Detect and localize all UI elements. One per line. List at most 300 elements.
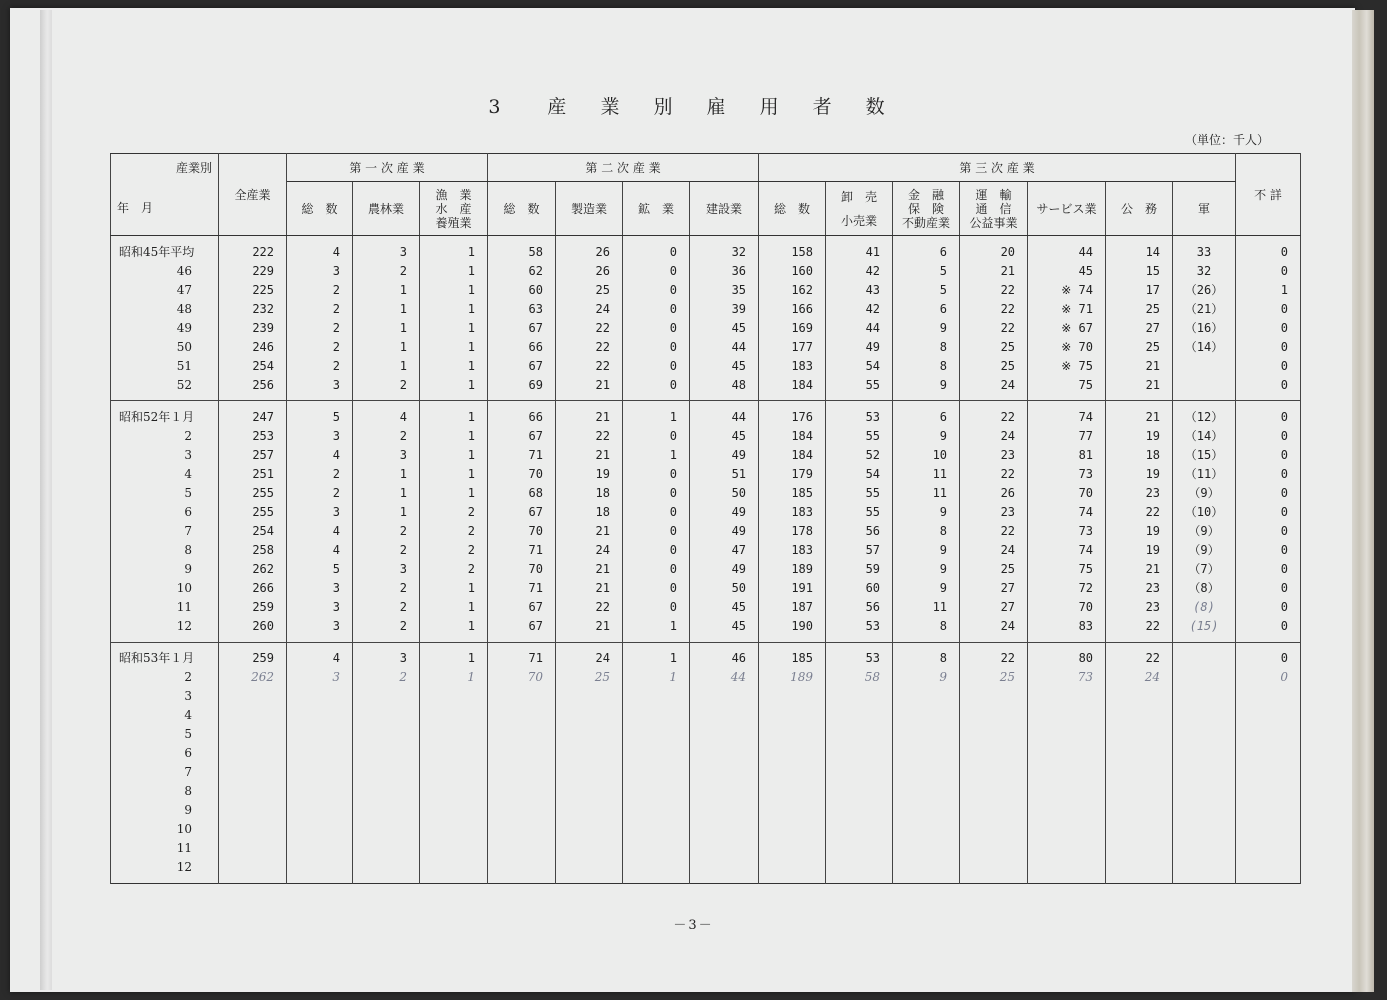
table-cell: 66 bbox=[488, 337, 556, 356]
table-cell: (8) bbox=[1173, 597, 1236, 616]
table-cell bbox=[488, 725, 556, 744]
table-cell bbox=[420, 687, 488, 706]
row-label: 47 bbox=[111, 280, 219, 299]
table-cell: 0 bbox=[1236, 242, 1301, 261]
table-cell: 9 bbox=[893, 318, 960, 337]
table-cell bbox=[623, 687, 690, 706]
table-cell bbox=[893, 763, 960, 782]
table-cell bbox=[556, 858, 623, 877]
table-cell: 262 bbox=[219, 668, 287, 687]
row-label: 46 bbox=[111, 261, 219, 280]
table-cell: 0 bbox=[1236, 299, 1301, 318]
spacer-cell bbox=[1236, 877, 1301, 884]
table-cell: 2 bbox=[353, 540, 420, 559]
header-construction: 建設業 bbox=[690, 182, 759, 236]
table-cell: 51 bbox=[690, 464, 759, 483]
table-cell: 255 bbox=[219, 502, 287, 521]
table-cell bbox=[690, 744, 759, 763]
table-cell: （12） bbox=[1173, 407, 1236, 426]
table-cell: 1 bbox=[353, 280, 420, 299]
table-cell: 22 bbox=[556, 318, 623, 337]
table-cell: 22 bbox=[1106, 502, 1173, 521]
table-cell bbox=[759, 706, 826, 725]
table-cell: 23 bbox=[960, 502, 1028, 521]
table-cell: 25 bbox=[960, 668, 1028, 687]
table-cell: 70 bbox=[488, 668, 556, 687]
row-label: 6 bbox=[111, 744, 219, 763]
table-cell: 25 bbox=[960, 356, 1028, 375]
table-cell: 258 bbox=[219, 540, 287, 559]
table-cell: （21） bbox=[1173, 299, 1236, 318]
table-cell: 247 bbox=[219, 407, 287, 426]
table-cell bbox=[287, 744, 353, 763]
table-cell: 1 bbox=[353, 299, 420, 318]
spacer-cell bbox=[1028, 877, 1106, 884]
spacer-cell bbox=[287, 877, 353, 884]
table-cell: 3 bbox=[353, 242, 420, 261]
table-cell: 47 bbox=[690, 540, 759, 559]
table-cell bbox=[1028, 801, 1106, 820]
table-cell: 0 bbox=[1236, 540, 1301, 559]
row-label: 9 bbox=[111, 801, 219, 820]
table-cell: 1 bbox=[420, 407, 488, 426]
table-cell: 53 bbox=[826, 649, 893, 668]
table-cell bbox=[1236, 763, 1301, 782]
table-cell: 41 bbox=[826, 242, 893, 261]
table-cell: 67 bbox=[488, 426, 556, 445]
table-cell bbox=[219, 687, 287, 706]
table-cell: 9 bbox=[893, 540, 960, 559]
table-cell bbox=[826, 858, 893, 877]
table-cell: 0 bbox=[623, 483, 690, 502]
table-cell: 24 bbox=[960, 375, 1028, 394]
table-cell: （9） bbox=[1173, 483, 1236, 502]
table-row bbox=[111, 521, 1301, 540]
table-cell: 75 bbox=[1028, 559, 1106, 578]
table-cell: 71 bbox=[488, 578, 556, 597]
table-cell: 45 bbox=[690, 318, 759, 337]
table-cell: 2 bbox=[420, 540, 488, 559]
table-cell bbox=[219, 820, 287, 839]
table-cell: 44 bbox=[690, 337, 759, 356]
table-cell bbox=[623, 782, 690, 801]
table-cell bbox=[353, 725, 420, 744]
table-cell bbox=[219, 858, 287, 877]
table-cell bbox=[287, 858, 353, 877]
table-cell bbox=[556, 763, 623, 782]
table-cell: 48 bbox=[690, 375, 759, 394]
table-cell bbox=[219, 706, 287, 725]
table-cell: 1 bbox=[420, 616, 488, 635]
table-cell: （15） bbox=[1173, 445, 1236, 464]
table-cell: 50 bbox=[690, 483, 759, 502]
table-cell: 266 bbox=[219, 578, 287, 597]
row-label: 52 bbox=[111, 375, 219, 394]
header-mining: 鉱 業 bbox=[623, 182, 690, 236]
header-primary: 第 一 次 産 業 bbox=[287, 154, 488, 182]
table-cell bbox=[287, 839, 353, 858]
table-cell: 1 bbox=[353, 464, 420, 483]
row-label: 12 bbox=[111, 858, 219, 877]
table-cell bbox=[1236, 782, 1301, 801]
row-label: 2 bbox=[111, 426, 219, 445]
row-label: 5 bbox=[111, 725, 219, 744]
table-cell: 3 bbox=[287, 668, 353, 687]
table-cell bbox=[420, 706, 488, 725]
table-cell: 0 bbox=[623, 502, 690, 521]
table-row bbox=[111, 502, 1301, 521]
table-cell bbox=[826, 820, 893, 839]
table-cell: 183 bbox=[759, 502, 826, 521]
table-row bbox=[111, 858, 1301, 877]
table-cell: 21 bbox=[1106, 356, 1173, 375]
table-cell bbox=[759, 801, 826, 820]
table-cell: ※ 75 bbox=[1028, 356, 1106, 375]
table-cell: 1 bbox=[420, 337, 488, 356]
table-cell: 251 bbox=[219, 464, 287, 483]
spacer-cell bbox=[623, 877, 690, 884]
table-cell: 22 bbox=[960, 649, 1028, 668]
table-cell bbox=[759, 820, 826, 839]
table-cell: 3 bbox=[287, 375, 353, 394]
table-row bbox=[111, 839, 1301, 858]
table-cell: 9 bbox=[893, 375, 960, 394]
table-cell: 14 bbox=[1106, 242, 1173, 261]
table-cell: 256 bbox=[219, 375, 287, 394]
table-cell bbox=[1173, 839, 1236, 858]
table-cell bbox=[556, 801, 623, 820]
table-cell bbox=[1236, 725, 1301, 744]
table-cell bbox=[353, 801, 420, 820]
table-cell bbox=[420, 801, 488, 820]
table-cell: 0 bbox=[1236, 616, 1301, 635]
table-cell: 19 bbox=[1106, 521, 1173, 540]
table-row bbox=[111, 559, 1301, 578]
header-all-industries: 全産業 bbox=[219, 154, 287, 236]
table-cell bbox=[759, 687, 826, 706]
header-unknown: 不 詳 bbox=[1236, 154, 1301, 236]
row-label: 10 bbox=[111, 820, 219, 839]
header-public-service: 公 務 bbox=[1106, 182, 1173, 236]
table-cell bbox=[893, 801, 960, 820]
table-cell: 60 bbox=[488, 280, 556, 299]
table-cell: 1 bbox=[420, 483, 488, 502]
table-row bbox=[111, 616, 1301, 635]
row-label: 11 bbox=[111, 839, 219, 858]
table-cell: 9 bbox=[893, 668, 960, 687]
table-cell bbox=[1028, 706, 1106, 725]
table-cell bbox=[893, 820, 960, 839]
table-cell: 176 bbox=[759, 407, 826, 426]
table-cell: 26 bbox=[556, 261, 623, 280]
table-cell: 1 bbox=[420, 375, 488, 394]
table-row bbox=[111, 299, 1301, 318]
table-cell: 2 bbox=[287, 280, 353, 299]
table-cell bbox=[353, 706, 420, 725]
table-cell: 183 bbox=[759, 540, 826, 559]
table-cell: 4 bbox=[287, 540, 353, 559]
table-cell bbox=[1106, 725, 1173, 744]
spacer-cell bbox=[420, 877, 488, 884]
page-title: 3 産 業 別 雇 用 者 数 bbox=[488, 96, 899, 118]
table-cell bbox=[690, 801, 759, 820]
table-cell bbox=[759, 763, 826, 782]
table-cell: 71 bbox=[488, 540, 556, 559]
table-cell: 19 bbox=[556, 464, 623, 483]
table-cell: 1 bbox=[420, 261, 488, 280]
header-military: 軍 bbox=[1173, 182, 1236, 236]
table-cell: 21 bbox=[556, 521, 623, 540]
table-cell: 67 bbox=[488, 356, 556, 375]
table-cell bbox=[826, 801, 893, 820]
table-cell: 0 bbox=[1236, 445, 1301, 464]
table-cell bbox=[1173, 782, 1236, 801]
table-cell: 4 bbox=[287, 521, 353, 540]
table-cell bbox=[420, 744, 488, 763]
table-cell: 21 bbox=[1106, 407, 1173, 426]
table-cell: 58 bbox=[826, 668, 893, 687]
table-row bbox=[111, 337, 1301, 356]
table-cell: 0 bbox=[1236, 597, 1301, 616]
table-cell: 22 bbox=[960, 407, 1028, 426]
table-cell: 8 bbox=[893, 356, 960, 375]
table-cell: 24 bbox=[960, 540, 1028, 559]
header-manufacturing: 製造業 bbox=[556, 182, 623, 236]
table-cell: 2 bbox=[420, 559, 488, 578]
table-row bbox=[111, 668, 1301, 687]
table-cell bbox=[1106, 763, 1173, 782]
table-cell bbox=[1173, 687, 1236, 706]
table-row bbox=[111, 578, 1301, 597]
table-cell: 1 bbox=[420, 280, 488, 299]
table-cell: 191 bbox=[759, 578, 826, 597]
table-cell: 25 bbox=[1106, 299, 1173, 318]
table-cell bbox=[826, 763, 893, 782]
spacer-cell bbox=[893, 877, 960, 884]
table-cell: 0 bbox=[1236, 426, 1301, 445]
table-cell: （14） bbox=[1173, 426, 1236, 445]
table-cell: 0 bbox=[623, 318, 690, 337]
table-cell bbox=[1028, 839, 1106, 858]
table-cell: 0 bbox=[1236, 356, 1301, 375]
table-cell: 5 bbox=[893, 261, 960, 280]
table-cell: 45 bbox=[690, 356, 759, 375]
table-cell: 62 bbox=[488, 261, 556, 280]
table-cell: 3 bbox=[287, 597, 353, 616]
table-cell bbox=[420, 839, 488, 858]
table-cell: 2 bbox=[287, 337, 353, 356]
table-cell: 1 bbox=[623, 407, 690, 426]
table-cell: 260 bbox=[219, 616, 287, 635]
table-cell: ※ 70 bbox=[1028, 337, 1106, 356]
table-cell bbox=[488, 782, 556, 801]
table-cell: 74 bbox=[1028, 540, 1106, 559]
table-cell: 6 bbox=[893, 299, 960, 318]
table-cell bbox=[690, 706, 759, 725]
table-cell: 0 bbox=[623, 280, 690, 299]
table-cell: 229 bbox=[219, 261, 287, 280]
table-cell bbox=[1106, 744, 1173, 763]
table-cell: 1 bbox=[1236, 280, 1301, 299]
table-cell bbox=[826, 725, 893, 744]
table-cell bbox=[960, 706, 1028, 725]
table-cell: 70 bbox=[1028, 597, 1106, 616]
table-cell: 8 bbox=[893, 337, 960, 356]
page-binding bbox=[40, 10, 52, 990]
header-tertiary-total: 総 数 bbox=[759, 182, 826, 236]
table-cell bbox=[488, 687, 556, 706]
table-cell: 184 bbox=[759, 375, 826, 394]
table-cell bbox=[893, 706, 960, 725]
table-cell: 21 bbox=[556, 407, 623, 426]
table-cell bbox=[488, 820, 556, 839]
table-cell: 21 bbox=[556, 445, 623, 464]
table-cell: 4 bbox=[287, 649, 353, 668]
table-cell: 185 bbox=[759, 483, 826, 502]
table-cell: 0 bbox=[623, 261, 690, 280]
table-cell: 5 bbox=[287, 559, 353, 578]
table-cell: 22 bbox=[556, 597, 623, 616]
table-cell bbox=[1173, 858, 1236, 877]
table-cell bbox=[353, 839, 420, 858]
table-cell: 3 bbox=[287, 578, 353, 597]
table-cell: 22 bbox=[556, 356, 623, 375]
table-cell: 255 bbox=[219, 483, 287, 502]
table-cell: 1 bbox=[353, 318, 420, 337]
table-cell: 1 bbox=[353, 483, 420, 502]
table-cell: 60 bbox=[826, 578, 893, 597]
table-cell: 1 bbox=[420, 464, 488, 483]
row-label: 5 bbox=[111, 483, 219, 502]
table-cell bbox=[623, 744, 690, 763]
table-cell bbox=[420, 763, 488, 782]
table-cell bbox=[1173, 820, 1236, 839]
table-cell bbox=[893, 782, 960, 801]
table-cell bbox=[623, 839, 690, 858]
table-cell bbox=[1106, 687, 1173, 706]
table-cell: 0 bbox=[623, 426, 690, 445]
table-row bbox=[111, 375, 1301, 394]
table-cell: 25 bbox=[556, 668, 623, 687]
table-cell: 68 bbox=[488, 483, 556, 502]
table-cell bbox=[488, 858, 556, 877]
table-cell: 0 bbox=[623, 597, 690, 616]
table-cell: 9 bbox=[893, 559, 960, 578]
table-cell bbox=[1106, 839, 1173, 858]
table-cell bbox=[690, 725, 759, 744]
table-cell bbox=[353, 820, 420, 839]
table-cell: 0 bbox=[1236, 578, 1301, 597]
table-cell: 44 bbox=[690, 407, 759, 426]
table-cell: 24 bbox=[556, 299, 623, 318]
table-cell: 24 bbox=[1106, 668, 1173, 687]
table-cell: 21 bbox=[960, 261, 1028, 280]
table-cell bbox=[1106, 858, 1173, 877]
table-cell bbox=[690, 858, 759, 877]
table-cell: 22 bbox=[556, 337, 623, 356]
table-cell: 19 bbox=[1106, 426, 1173, 445]
table-cell bbox=[287, 763, 353, 782]
table-cell bbox=[960, 839, 1028, 858]
table-cell: 189 bbox=[759, 668, 826, 687]
table-cell: 5 bbox=[287, 407, 353, 426]
table-cell: 54 bbox=[826, 464, 893, 483]
table-cell bbox=[1173, 668, 1236, 687]
table-cell: 166 bbox=[759, 299, 826, 318]
row-label: 3 bbox=[111, 445, 219, 464]
header-trade: 卸 売 小売業 bbox=[826, 182, 893, 236]
table-cell: 2 bbox=[287, 483, 353, 502]
row-label: 昭和53年１月 bbox=[111, 649, 219, 668]
table-cell: (15) bbox=[1173, 616, 1236, 635]
table-cell: 35 bbox=[690, 280, 759, 299]
table-cell: 6 bbox=[893, 407, 960, 426]
table-cell bbox=[960, 782, 1028, 801]
spacer-cell bbox=[488, 877, 556, 884]
table-cell: 162 bbox=[759, 280, 826, 299]
table-cell: 49 bbox=[690, 559, 759, 578]
table-cell bbox=[1106, 782, 1173, 801]
table-cell: 27 bbox=[960, 578, 1028, 597]
table-cell: 0 bbox=[1236, 502, 1301, 521]
table-cell: 2 bbox=[287, 299, 353, 318]
table-cell: 0 bbox=[1236, 318, 1301, 337]
row-label: 4 bbox=[111, 706, 219, 725]
header-secondary-total: 総 数 bbox=[488, 182, 556, 236]
table-cell bbox=[1236, 706, 1301, 725]
table-cell bbox=[287, 801, 353, 820]
table-cell: 21 bbox=[556, 375, 623, 394]
table-cell: 75 bbox=[1028, 375, 1106, 394]
table-cell: 21 bbox=[556, 559, 623, 578]
table-cell: 0 bbox=[623, 375, 690, 394]
employment-table bbox=[110, 153, 1301, 884]
table-cell: 22 bbox=[960, 521, 1028, 540]
table-cell: 259 bbox=[219, 649, 287, 668]
table-cell bbox=[893, 839, 960, 858]
table-cell bbox=[353, 763, 420, 782]
table-cell: 0 bbox=[1236, 521, 1301, 540]
table-cell: 71 bbox=[488, 445, 556, 464]
table-cell: 0 bbox=[623, 464, 690, 483]
header-agriculture: 農林業 bbox=[353, 182, 420, 236]
table-row bbox=[111, 280, 1301, 299]
table-cell: ※ 74 bbox=[1028, 280, 1106, 299]
table-cell: 49 bbox=[690, 445, 759, 464]
table-cell bbox=[623, 858, 690, 877]
table-cell bbox=[556, 687, 623, 706]
table-cell: 6 bbox=[893, 242, 960, 261]
table-cell: 73 bbox=[1028, 464, 1106, 483]
table-cell: 36 bbox=[690, 261, 759, 280]
table-cell: 0 bbox=[623, 356, 690, 375]
table-row bbox=[111, 782, 1301, 801]
row-label: 48 bbox=[111, 299, 219, 318]
table-cell: 22 bbox=[960, 318, 1028, 337]
table-cell: 3 bbox=[353, 559, 420, 578]
table-cell: 2 bbox=[287, 318, 353, 337]
table-cell: 9 bbox=[893, 578, 960, 597]
table-row bbox=[111, 725, 1301, 744]
table-cell bbox=[1028, 782, 1106, 801]
table-cell bbox=[826, 687, 893, 706]
spacer-cell bbox=[826, 877, 893, 884]
table-cell: 22 bbox=[1106, 649, 1173, 668]
table-cell: 246 bbox=[219, 337, 287, 356]
table-cell bbox=[1173, 375, 1236, 394]
row-label: 11 bbox=[111, 597, 219, 616]
table-cell bbox=[1236, 801, 1301, 820]
